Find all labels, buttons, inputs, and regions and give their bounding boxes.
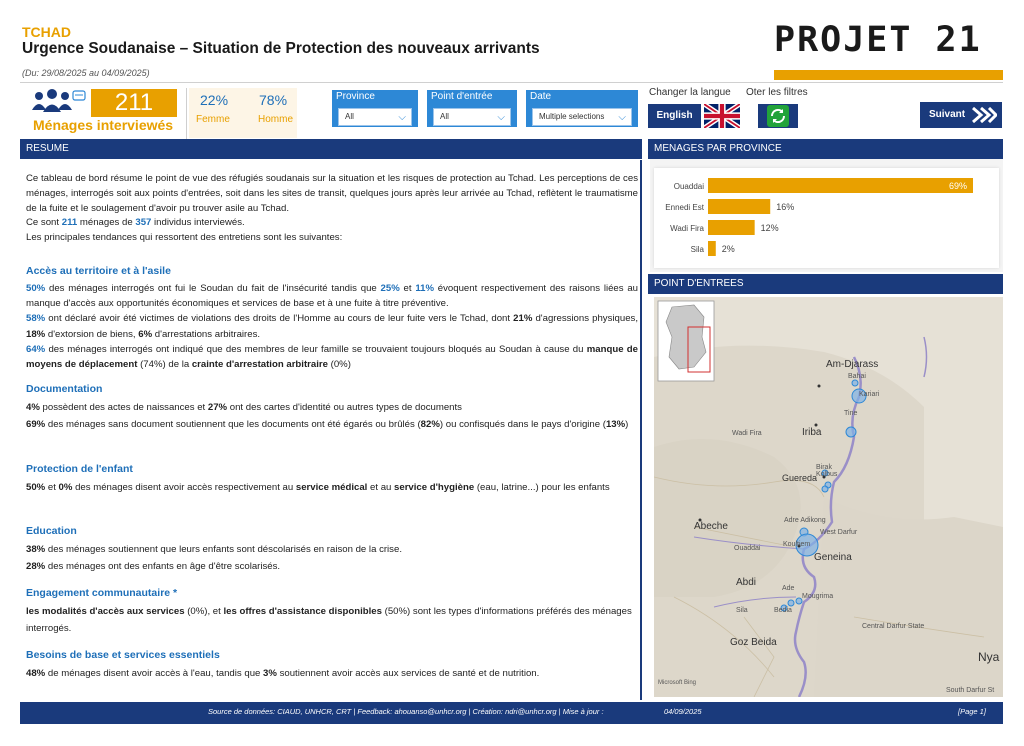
footer-sources: Source de données: CIAUD, UNHCR, CRT | Feedback: ahouanso@unhcr.org | Création: ndri@unhcr.org | Mise à jour : <box>208 707 604 716</box>
resume-heading: RESUME <box>20 139 642 159</box>
section-basic-needs <box>26 647 638 682</box>
map-place-label: Adre Adikong <box>784 517 826 524</box>
map-place-label: Koultiem <box>783 541 811 548</box>
households-label: Ménages interviewés <box>33 117 174 133</box>
text: ménages de <box>77 217 136 229</box>
section-community <box>26 585 638 637</box>
province-category-label: Wadi Fira <box>670 224 704 233</box>
country-label: TCHAD <box>22 24 71 40</box>
map-place-label: Tine <box>844 410 858 417</box>
entry-point-value: All <box>440 112 449 121</box>
intro-counts <box>26 216 638 231</box>
resume-intro <box>26 172 638 246</box>
date-value: Multiple selections <box>539 112 605 121</box>
map-attribution: Microsoft Bing <box>658 680 697 686</box>
education-para-1: 38% des ménages soutiennent que leurs enfants sont déscolarisés en raison de la crise. <box>26 544 402 555</box>
map-place-label: Geneina <box>814 552 852 563</box>
province-bar[interactable] <box>708 220 755 235</box>
entry-points-map[interactable] <box>654 297 1003 697</box>
resume-panel <box>20 160 642 700</box>
community-para: les modalités d'accès aux services (0%), et les offres d'assistance disponibles (50%) sont les types d'informations préférés des ménages interrogés. <box>26 606 632 634</box>
access-para-3: 64% des ménages interrogés ont indiqué que des membres de leur famille se trouvaient toujours bloqués au Soudan à cause du manque de moyens de déplacement (74%) de la crainte d'arrestation arbitraire (0%) <box>26 343 638 371</box>
documentation-para-1: 4% possèdent des actes de naissances et 27% ont des cartes d'identité ou autres types de documents <box>26 402 462 413</box>
section-documentation <box>26 381 638 433</box>
date-filter-label: Date <box>526 90 638 104</box>
map-place-label: Am-Djarass <box>826 359 879 370</box>
households-count: 211 <box>91 89 177 117</box>
province-bar[interactable] <box>708 199 770 214</box>
footer-page: [Page 1] <box>958 707 986 716</box>
basic-needs-para: 48% de ménages disent avoir accès à l'eau, tandis que 3% soutiennent avoir accès aux services de santé et de nutrition. <box>26 668 540 679</box>
map-place-label: South Darfur St <box>946 687 995 694</box>
kpi-divider <box>186 88 187 144</box>
province-bar[interactable] <box>708 241 716 256</box>
map-place-label: Mougrima <box>802 593 834 600</box>
date-range: (Du: 29/08/2025 au 04/09/2025) <box>22 68 150 78</box>
province-bar-chart <box>654 168 999 268</box>
map-place-label: Sila <box>736 607 748 614</box>
people-icon <box>30 88 86 114</box>
province-bar[interactable] <box>708 178 973 193</box>
change-language-label: Changer la langue <box>649 87 731 98</box>
footer <box>20 702 1003 724</box>
entry-point-filter[interactable] <box>427 90 517 131</box>
province-filter-label: Province <box>332 90 418 104</box>
access-para-2: 58% ont déclaré avoir été victimes de violations des droits de l'Homme au cours de leur fuite vers le Tchad, dont 21% d'agressions physiques, 18% d'extorsion de biens, 6% d'arrestations arbitraires. <box>26 313 639 340</box>
section-title-basic-needs: Besoins de base et services essentiels <box>26 649 220 661</box>
english-button[interactable]: English <box>648 104 701 128</box>
map-place-label: Iriba <box>802 427 822 438</box>
intro-trends: Les principales tendances qui ressortent des entretiens sont les suivantes: <box>26 232 343 244</box>
map-place-label: Abdi <box>736 577 757 588</box>
text: Ce sont <box>26 217 62 229</box>
projet21-logo: PROJET 21 <box>774 20 982 60</box>
province-heading: MENAGES PAR PROVINCE <box>648 139 1003 159</box>
female-pct: 22% <box>200 92 229 108</box>
map-place-label: Nya <box>978 650 1000 664</box>
province-value: All <box>345 112 354 121</box>
section-title-education: Education <box>26 525 77 537</box>
section-education <box>26 523 638 575</box>
logo-accent-bar <box>774 70 1003 80</box>
section-title-access: Accès au territoire et à l'asile <box>26 265 171 277</box>
entry-points-heading: POINT D'ENTREES <box>648 274 1003 294</box>
map-place-label: Bedia <box>774 607 792 614</box>
province-value-label: 69% <box>948 181 967 191</box>
next-button-label: Suivant <box>929 109 966 120</box>
female-label: Femme <box>196 114 230 125</box>
entry-point-select[interactable] <box>433 108 511 126</box>
map-place-label: West Darfur <box>820 529 858 536</box>
map-place-label: Goz Beida <box>730 637 777 648</box>
map-place-label: Kariari <box>859 391 880 398</box>
section-title-community: Engagement communautaire * <box>26 587 178 599</box>
map-place-label: Ouaddai <box>734 545 761 552</box>
province-category-label: Ouaddai <box>673 182 704 191</box>
map-place-label: Abeche <box>694 521 728 532</box>
map-canvas[interactable] <box>654 297 1003 697</box>
province-select[interactable] <box>338 108 412 126</box>
map-place-label: Central Darfur State <box>862 623 925 630</box>
province-value-label: 12% <box>760 223 779 233</box>
map-place-label: Guereda <box>782 473 818 483</box>
province-chart <box>654 168 999 268</box>
map-place-label: Wadi Fira <box>732 430 762 437</box>
province-value-label: 16% <box>776 202 795 212</box>
access-para-1: 50% des ménages interrogés ont fui le Soudan du fait de l'insécurité tandis que 25% et 11% évoquent respectivement des raisons liées au manque d'accès aux opportunités économiques et services de base et à une fuite à titre préventive. <box>26 283 638 310</box>
section-access <box>26 263 638 372</box>
page-title: Urgence Soudanaise – Situation de Protection des nouveaux arrivants <box>22 40 540 57</box>
chevron-down-icon: ⌵ <box>618 112 626 123</box>
double-chevron-right-icon <box>971 107 997 123</box>
chevron-down-icon: ⌵ <box>497 112 505 123</box>
header-divider <box>20 82 1003 83</box>
text: individus interviewés. <box>151 217 245 229</box>
province-category-label: Ennedi Est <box>665 203 704 212</box>
education-para-2: 28% des ménages ont des enfants en âge d'être scolarisés. <box>26 561 281 572</box>
clear-filters-button[interactable] <box>758 104 798 128</box>
province-value-label: 2% <box>721 244 735 254</box>
map-place-label: Kolbus <box>816 471 838 478</box>
province-category-label: Sila <box>690 245 704 254</box>
map-place-label: Ade <box>782 585 795 592</box>
section-title-documentation: Documentation <box>26 383 103 395</box>
map-place-label: Bahai <box>848 373 866 380</box>
male-label: Homme <box>258 114 294 125</box>
individual-count-inline: 357 <box>135 217 152 229</box>
clear-filters-label: Oter les filtres <box>746 87 808 98</box>
intro-paragraph: Ce tableau de bord résume le point de vue des réfugiés soudanais sur la situation et les risques de protection au Tchad. Les perceptions de ces ménages, interrogés soit aux points d'entrées, soit dans les sites de transit, quelques jours après leur arrivée au Tchad, reflètent le traumatisme de la fuite et le soulagement d'avoir pu trouver asile au Tchad. <box>26 173 638 214</box>
next-page-button[interactable] <box>920 102 1002 128</box>
date-select[interactable] <box>532 108 632 126</box>
chevron-down-icon: ⌵ <box>398 112 406 123</box>
section-child-protection <box>26 461 638 496</box>
documentation-para-2: 69% des ménages sans document soutiennent que les documents ont été égarés ou brûlés (82%) ou confisqués dans le pays d'origine (13%) <box>26 419 629 430</box>
map-place-label: Birak <box>816 464 832 471</box>
section-title-child-protection: Protection de l'enfant <box>26 463 133 475</box>
footer-update-date: 04/09/2025 <box>664 707 702 716</box>
child-protection-para: 50% et 0% des ménages disent avoir accès respectivement au service médical et au service d'hygiène (eau, latrine...) pour les enfants <box>26 482 610 493</box>
date-filter[interactable] <box>526 90 638 131</box>
household-count-inline: 211 <box>61 217 78 229</box>
refresh-icon <box>758 104 798 128</box>
province-filter[interactable] <box>332 90 418 131</box>
uk-flag-icon[interactable] <box>704 104 740 128</box>
entry-point-filter-label: Point d'entrée <box>427 90 517 104</box>
male-pct: 78% <box>259 92 288 108</box>
